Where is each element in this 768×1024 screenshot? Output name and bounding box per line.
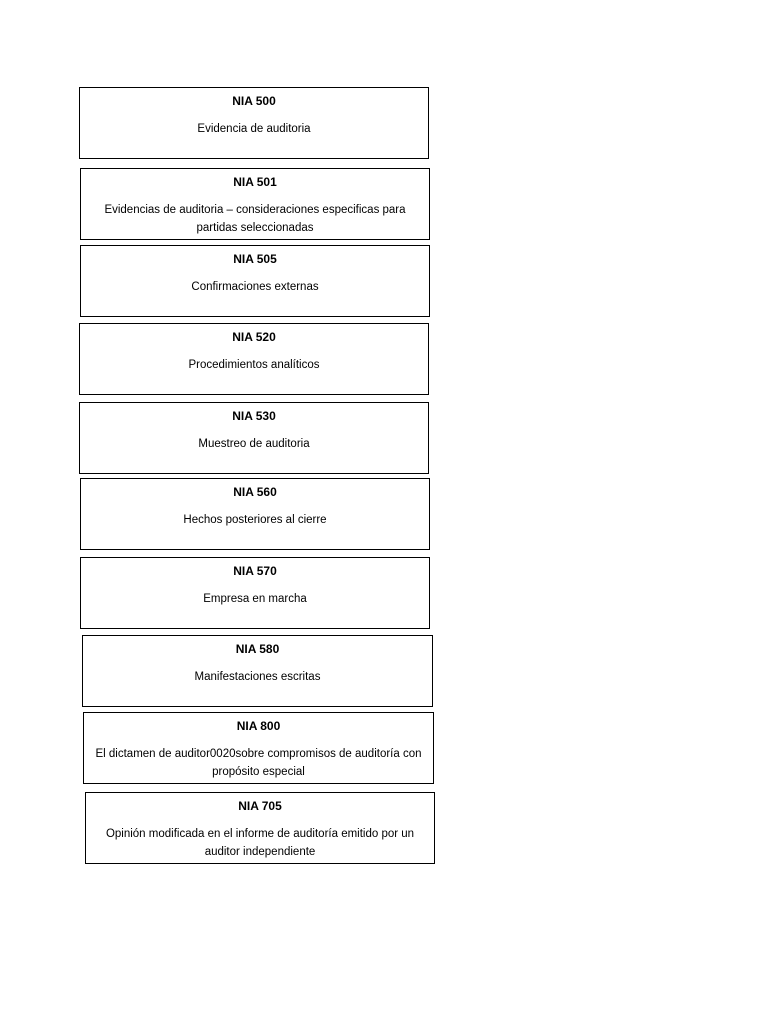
nia-description: Procedimientos analíticos [188, 359, 320, 371]
nia-description: Evidencia de auditoria [197, 123, 311, 135]
nia-box-501 [80, 168, 430, 240]
nia-description: Muestreo de auditoria [198, 438, 310, 450]
nia-code: NIA 800 [236, 719, 281, 733]
nia-box-520 [79, 323, 429, 395]
nia-description: Evidencias de auditoria – consideraciones especificas para partidas seleccionadas [104, 204, 406, 234]
nia-code: NIA 501 [233, 175, 277, 189]
nia-code: NIA 560 [233, 485, 277, 499]
nia-code: NIA 580 [235, 642, 280, 656]
nia-code: NIA 570 [233, 564, 277, 578]
nia-description: El dictamen de auditor0020sobre compromisos de auditoría con propósito especial [95, 748, 422, 778]
nia-box-580 [82, 635, 433, 707]
nia-code: NIA 520 [232, 330, 276, 344]
nia-description: Opinión modificada en el informe de auditoría emitido por un auditor independiente [105, 828, 415, 858]
nia-box-570 [80, 557, 430, 629]
nia-box-705 [85, 792, 435, 864]
nia-code: NIA 530 [232, 409, 276, 423]
nia-box-800 [83, 712, 434, 784]
nia-description: Empresa en marcha [203, 593, 307, 605]
nia-code: NIA 505 [233, 252, 277, 266]
nia-box-505 [80, 245, 430, 317]
nia-code: NIA 705 [238, 799, 282, 813]
nia-description: Hechos posteriores al cierre [183, 514, 327, 526]
nia-description: Confirmaciones externas [191, 281, 319, 293]
nia-box-530 [79, 402, 429, 474]
nia-description: Manifestaciones escritas [194, 671, 321, 683]
nia-code: NIA 500 [232, 94, 276, 108]
nia-box-560 [80, 478, 430, 550]
nia-box-500 [79, 87, 429, 159]
